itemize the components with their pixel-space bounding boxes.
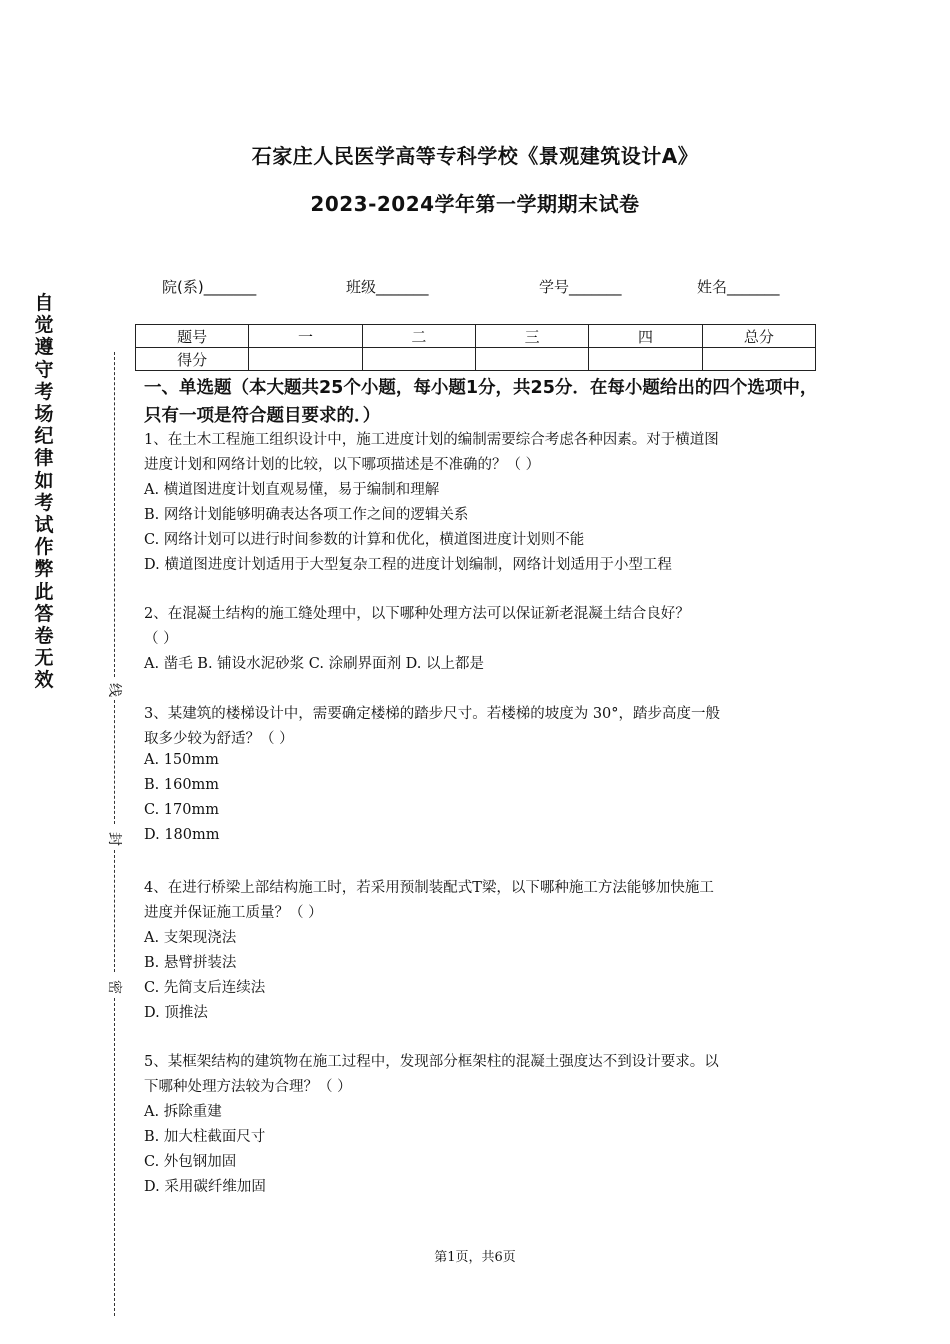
question-line: 取多少较为舒适？（ ） bbox=[144, 731, 294, 747]
name-field: 姓名_______ bbox=[697, 278, 780, 296]
score-cell bbox=[702, 348, 815, 371]
score-cell: 三 bbox=[475, 325, 588, 348]
score-cell bbox=[249, 348, 362, 371]
side-warning-text: 自觉遵守考场纪律如考试作弊此答卷无效 bbox=[34, 292, 54, 692]
option-line: B. 160mm bbox=[144, 777, 220, 793]
question-line: 进度并保证施工质量？（ ） bbox=[144, 905, 323, 921]
option-line: D. 180mm bbox=[144, 827, 220, 843]
option-line: A. 凿毛 B. 铺设水泥砂浆 C. 涂刷界面剂 D. 以上都是 bbox=[144, 656, 485, 672]
side-mark-secret: 密 bbox=[105, 978, 125, 996]
side-mark-seal: 封 bbox=[105, 830, 125, 848]
score-cell: 得分 bbox=[136, 348, 249, 371]
score-cell bbox=[362, 348, 475, 371]
question-line: 4、在进行桥梁上部结构施工时，若采用预制装配式T梁，以下哪种施工方法能够加快施工 bbox=[144, 880, 714, 896]
score-table-header-row bbox=[136, 325, 816, 348]
score-cell: 二 bbox=[362, 325, 475, 348]
option-line: D. 横道图进度计划适用于大型复杂工程的进度计划编制，网络计划适用于小型工程 bbox=[144, 557, 672, 573]
score-cell: 总分 bbox=[702, 325, 815, 348]
option-line: A. 拆除重建 bbox=[144, 1104, 222, 1120]
question-line: 2、在混凝土结构的施工缝处理中，以下哪种处理方法可以保证新老混凝土结合良好？ bbox=[144, 606, 690, 622]
question-line: 进度计划和网络计划的比较，以下哪项描述是不准确的？（ ） bbox=[144, 457, 541, 473]
dept-field: 院(系)_______ bbox=[162, 278, 257, 296]
question-line: 5、某框架结构的建筑物在施工过程中，发现部分框架柱的混凝土强度达不到设计要求。以 bbox=[144, 1054, 719, 1070]
binding-dashed-line bbox=[114, 700, 115, 824]
question-line: 下哪种处理方法较为合理？（ ） bbox=[144, 1079, 352, 1095]
class-field: 班级_______ bbox=[346, 278, 429, 296]
page-footer: 第1页，共6页 bbox=[434, 1250, 516, 1265]
score-cell: 题号 bbox=[136, 325, 249, 348]
question-line: （ ） bbox=[144, 631, 178, 647]
option-line: A. 150mm bbox=[144, 752, 219, 768]
option-line: B. 加大柱截面尺寸 bbox=[144, 1129, 266, 1145]
question-line: 3、某建筑的楼梯设计中，需要确定楼梯的踏步尺寸。若楼梯的坡度为 30°，踏步高度一般 bbox=[144, 706, 721, 722]
option-line: A. 支架现浇法 bbox=[144, 930, 237, 946]
score-table bbox=[135, 324, 816, 371]
exam-title-line2: 2023-2024学年第一学期期末试卷 bbox=[310, 192, 640, 216]
option-line: B. 网络计划能够明确表达各项工作之间的逻辑关系 bbox=[144, 507, 469, 523]
option-line: B. 悬臂拼装法 bbox=[144, 955, 237, 971]
score-cell: 一 bbox=[249, 325, 362, 348]
score-cell bbox=[475, 348, 588, 371]
binding-dashed-line bbox=[114, 352, 115, 677]
option-line: D. 采用碳纤维加固 bbox=[144, 1179, 266, 1195]
section-heading: 一、单选题（本大题共25个小题，每小题1分，共25分．在每小题给出的四个选项中，只有一项是符合题目要求的．） bbox=[144, 378, 818, 426]
exam-title-line1: 石家庄人民医学高等专科学校《景观建筑设计A》 bbox=[251, 144, 699, 168]
score-cell: 四 bbox=[589, 325, 702, 348]
option-line: C. 先简支后连续法 bbox=[144, 980, 266, 996]
option-line: A. 横道图进度计划直观易懂，易于编制和理解 bbox=[144, 482, 440, 498]
option-line: C. 网络计划可以进行时间参数的计算和优化，横道图进度计划则不能 bbox=[144, 532, 585, 548]
binding-dashed-line bbox=[114, 998, 115, 1316]
score-cell bbox=[589, 348, 702, 371]
option-line: C. 外包钢加固 bbox=[144, 1154, 237, 1170]
side-mark-line: 线 bbox=[105, 681, 125, 699]
score-table-score-row bbox=[136, 348, 816, 371]
option-line: C. 170mm bbox=[144, 802, 219, 818]
option-line: D. 顶推法 bbox=[144, 1005, 208, 1021]
student-id-field: 学号_______ bbox=[539, 278, 622, 296]
binding-dashed-line bbox=[114, 850, 115, 972]
question-line: 1、在土木工程施工组织设计中，施工进度计划的编制需要综合考虑各种因素。对于横道图 bbox=[144, 432, 719, 448]
